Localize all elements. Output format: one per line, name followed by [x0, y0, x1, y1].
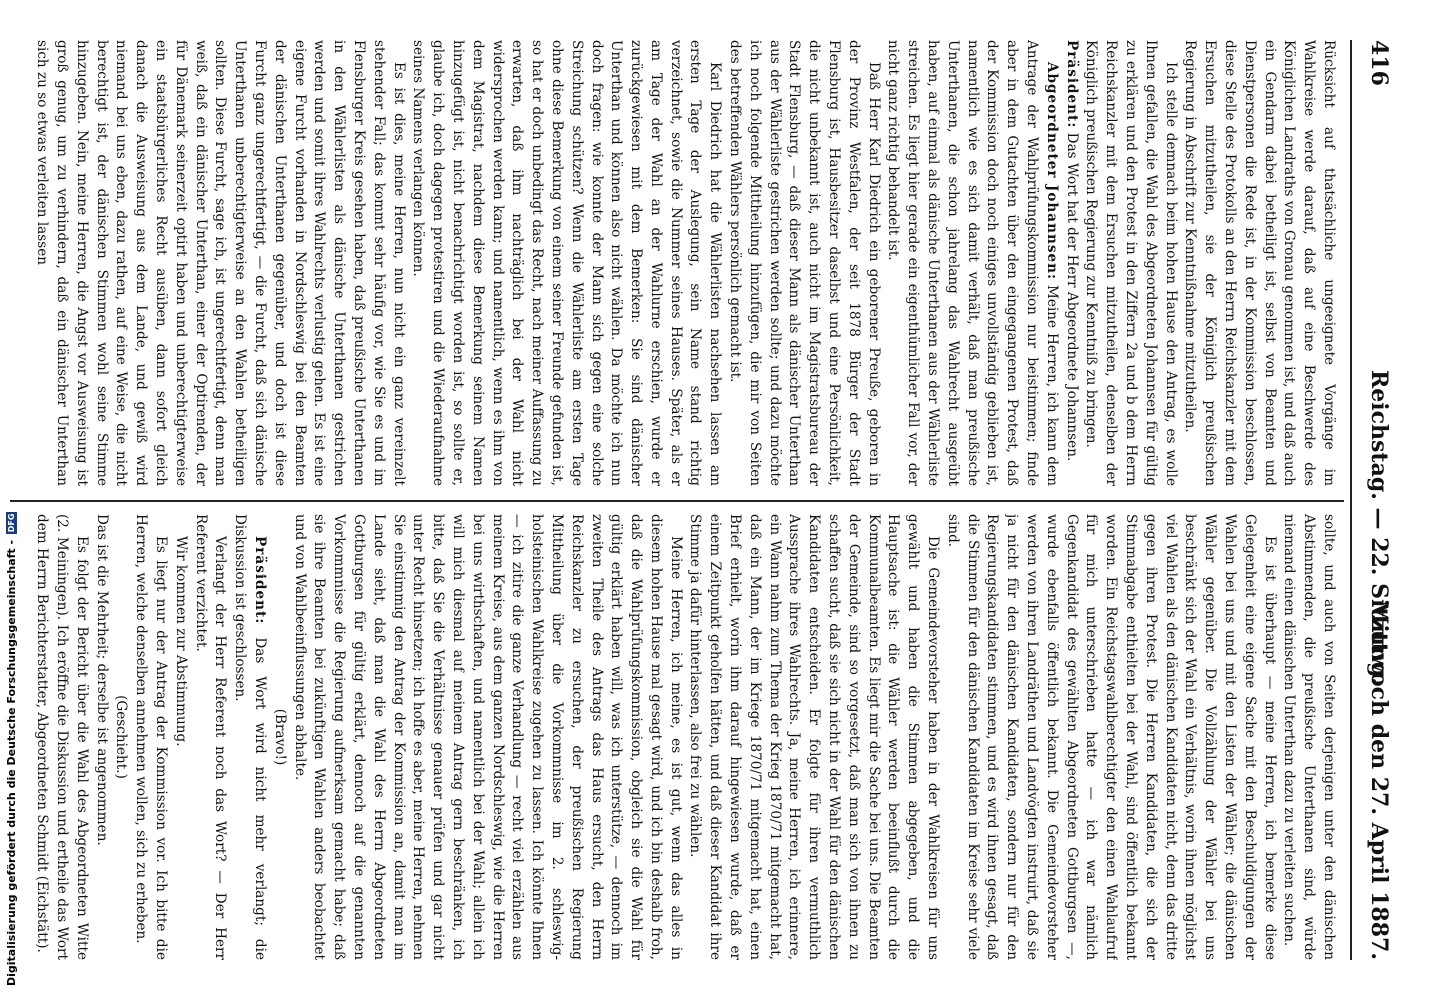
- paragraph: Ich stelle demnach beim hohen Hause den Antrag, es wolle Ihnen gefallen, die Wahl des Abgeordneten Johannsen für gültig zu erklären und den Protest in den Ziffern 2a und b dem Herrn Reichskanzler mit dem Ersuchen mitzutheilen, denselben der Königlich preußischen Regierung zur Kenntniß zu bringen.: [1083, 40, 1179, 486]
- paragraph: Es ist dies, meine Herren, nun nicht ein ganz vereinzelt stehender Fall; das kommt sehr häufig vor, wie Sie es und im Flensburger Kreis gesehen haben, daß preußische Unterthanen in den Wählerlisten als dänische Unterthanen gestrichen werden und somit ihres Wahlrechts verlustig gehen. Es ist eine eigene Furcht vorhanden in Nordschleswig bei den Beamten der dänischen Unterthanen gegenüber, und doch ist diese Furcht ganz ungerechtfertigt, — die Furcht, daß sich dänische Unterthanen unberechtigterweise an den Wahlen betheiligen sollten. Diese Furcht, sage ich, ist ungerechtfertigt, denn man weiß, daß ein dänischer Unterthan, einer der Optirenden, der für Dänemark seinerzeit optirt haben und unberechtigterweise ein staatsbürgerliches Recht ausüben, dann sofort gleich danach die Ausweisung aus dem Lande, und gewiß wird niemand bei uns eben, dazu rathen, auf eine Weise, die nicht berechtigt ist, der dänischen Stimmen wohl seine Stimme hinzugeben. Nein, meine Herren, die Angst vor Ausweisung ist groß genug, um zu verhindern, daß ein dänischer Unterthan sich zu so etwas verleiten lassen: [34, 40, 407, 486]
- paragraph-text: Das Wort hat der Herr Abgeordnete Johannsen.: [1063, 128, 1080, 462]
- paragraph: [1061, 40, 1081, 486]
- paragraph: Die Gemeindevorsteher haben in der Wahlkreisen für uns gewählt und haben die Stimmen abgegeben, und die Hauptsache ist: die Wähler werden beeinflußt durch die Kommunalbeamten. Es liegt mir die Sache bei uns. Die Beamten der Gemeinde, sind so vorgesetzt, daß man sich von ihnen zu schaffen sucht, daß sie sich nicht in der Wahl für den dänischen Kandidaten entscheiden. Er folgte für ihren vermuthlich Aussprache ihres Wahlrechts. Ja, meine Herren, ich erinnere, ein Wann nahm zum Thema der Krieg 1870/71 mitgemacht hat, daß ein Mann, der im Kriege 1870/71 mitgemacht hat, einen Brief erhielt, worin ihm darauf hingewiesen wurde, daß er einem Zeitpunkt geholfen hätten, und daß dieser Kandidat ihre Stimme ja dafür hinterlassen, also frei zu wählen.: [687, 514, 942, 960]
- paragraph: Das ist die Mehrheit; derselbe ist angenommen.: [93, 514, 110, 846]
- paragraph: Karl Diedrich hat die Wählerlisten nachsehen lassen am ersten Tage der Auslegung, sein Name stand richtig verzeichnet, sowie die Nummer seines Hauses. Später, als er am Tage der Wahl an der Wahlurne erschien, wurde er zurückgewiesen mit dem Bemerken: Sie sind dänischer Unterthan und können also nicht wählen. Da möchte ich nun doch fragen: wie konnte der Mann sich gegen eine solche Streichung schützen? Wenn die Wählerliste am ersten Tage ohne diese Bemerkung von einem seiner Freunde gefunden ist, so hat er doch unbedingt das Recht, nach meiner Auffassung zu erwarten, daß ihm nachträglich bei der Wahl nicht widersprochen werden kann; und namentlich, wenn es ihm von dem Magistrat, nachdem diese Bemerkung seinem Namen hinzugefügt ist, nicht benachrichtigt worden ist, so sollte er, glaube ich, doch dagegen protestiren und die Wiederaufnahme seines Namens verlangen können.: [410, 40, 724, 486]
- paragraph: [229, 514, 269, 960]
- session-date: Mittwoch den 27. April 1887.: [1366, 600, 1392, 960]
- page-title: Reichstag. — 22. Sitzung.: [1366, 370, 1392, 686]
- speaker-name: Abgeordneter Johannsen:: [1043, 62, 1060, 281]
- paragraph: Rücksicht auf thatsächliche ungeeignete Vorgänge im Wahlkreise werde darauf, daß auf eine Beschwerde des Königlichen Landraths von Gronau genommen ist, und daß auch ein Gendarm dabei betheiligt ist, selbst von Beamten und Dienstpersonen die Rede ist, in der Kommission beschlossen, diese Stelle des Protokolls an den Herrn Reichskanzler mit dem Ersuchen mitzutheilen, sie der Königlich preußischen Regierung in Abschrift zur Kenntnißnahme mitzutheilen.: [1182, 40, 1337, 486]
- page-number: 416: [1366, 40, 1392, 86]
- paragraph: Es ist überhaupt — meine Herren, ich bemerke diese Gelegenheit eine eigene Sache mit den Beschuldigungen der Wahlen bei uns und mit den Listen der Wähler; die dänischen Wähler gegenüber. Die Vollzählung der Wähler bei uns beschränkt sich der Wahl ein Verhältnis, worin ihnen möglichst viel Wahlen als den dänischen Kandidaten nicht, denn das dritte gegen ihren Protest. Die Herren Kandidaten, die sich der Stimmabgabe enthielten bei der Wahl, sind öffentlich bekannt worden. Ein Reichstagswahlberechtigter den einen Wahlaufruf für mich unterschrieben hatte — ich war nämlich Gegenkandidat des gewählten Abgeordneten Gottburgsen —, wurde ebenfalls öffentlich bekannt. Die Gemeindevorsteher werden von ihren Landräthen und Landvögten instruirt, daß sie ja nicht für den dänischen Kandidaten, sondern nur für den Regierungskandidaten stimmen, und es wird ihnen gesagt, daß die Stimmen für den dänischen Kandidaten im Kreise sehr viele sind.: [944, 514, 1278, 960]
- paragraph-text: Meine Herren, ich kann dem Antrage der Wahlprüfungskommission nur beistimmen; finde aber in dem Gutachten über den eingegangenen Protest, daß der Kommission doch noch einiges unvollständig geblieben ist, namentlich wie es sich damit verhält, daß man preußische Unterthanen, die schon jahrelang das Wahlrecht ausgeübt haben, auf einmal als dänische Unterthanen aus der Wählerliste streichen. Es liegt hier gerade ein eigenthümlicher Fall vor, der nicht ganz richtig behandelt ist.: [885, 40, 1060, 486]
- dfg-logo-icon: DFG: [6, 513, 16, 533]
- speaker-name: Präsident:: [251, 536, 268, 625]
- paragraph: [883, 40, 1061, 486]
- column-divider: [10, 500, 1344, 502]
- paragraph: Meine Herren, ich meine, es ist gut, wenn das alles in diesem hohen Hause mal gesagt wird, und ich bin deshalb froh, daß die Wahlprüfungskommission, obgleich sie die Wahl für gültig erklärt haben will, was ich unterstütze, — dennoch im zweiten Theile des Antrags das Haus ersucht, den Herrn Reichskanzler zu ersuchen, der preußischen Regierung Mittheilung über die Vorkommnisse im 2. schleswig-holsteinischen Wahlkreise zugehen zu lassen. Ich könnte Ihnen — ich zitire die ganze Verhandlung — recht viel erzählen aus meinem Kreise, aus dem ganzen Nordschleswig, wie die Herren bei uns wirthschaften, und namentlich bei der Wahl; allein ich will mich diesmal auf meinem Antrag gern beschränken, ich bitte, daß Sie die Verhältnisse genauer prüfen und gar nicht unter Recht hinsetzen; ich hoffe es aber, meine Herren, nehmen Sie einstimmig den Antrag der Kommission an, damit man im Lande sieht, daß man die Wahl des Herrn Abgeordneten Gottburgsen für gültig erklärt, dennoch auf die genannten Vorkommnisse die Regierung aufmerksam gemacht habe; daß sie ihre Beamten bei zukünftigen Wahlen anders beobachtet und von Wahlbeeinflussungen abhalte.: [291, 514, 684, 960]
- paragraph: Daß Herr Karl Diedrich ein geborener Preuße, geboren in der Provinz Westfalen, der seit 1878 Bürger der Stadt Flensburg ist, Hausbesitzer daselbst und eine Persönlichkeit, die nicht unbekannt ist, auch nicht im Magistratsbureau der Stadt Flensburg, — daß dieser Mann als dänischer Unterthan aus der Wählerliste gestrichen werden sollte; und dazu möchte ich noch folgende Mittheilung hinzufügen, die mir von Seiten des betreffenden Wählers persönlich gemacht ist.: [727, 40, 882, 486]
- paragraph: Verlangt der Herr Referent noch das Wort? — Der Herr Referent verzichtet.: [192, 514, 229, 960]
- header-rule: [1350, 40, 1352, 960]
- paragraph-text: Das Wort wird nicht mehr verlangt; die Diskussion ist geschlossen.: [232, 514, 268, 960]
- digitization-footer: [0, 0, 22, 1000]
- paragraph: Es folgt der Bericht über die Wahl des Abgeordneten Witte (2. Meiningen). Ich eröffne die Diskussion und ertheile das Wort dem Herrn Berichterstatter, Abgeordneten Schmidt (Eichstätt).: [34, 514, 90, 960]
- stage-direction: (Bravo!): [271, 708, 288, 766]
- speaker-name: Präsident:: [1063, 40, 1080, 129]
- paragraph: sollte, und auch von Seiten derjenigen unter den dänischen Abstimmenden, die preußische Unterthanen sind, würde niemand einen dänischen Unterthan dazu zu verleiten suchen.: [1281, 514, 1337, 960]
- paragraph: Wir kommen zur Abstimmung.: [172, 536, 189, 747]
- page-header: [1352, 40, 1392, 960]
- right-column: [14, 514, 1338, 960]
- left-column: [14, 40, 1338, 486]
- paragraph: Es liegt nur der Antrag der Kommission vor. Ich bitte die Herren, welche denselben annehmen wollen, sich zu erheben.: [133, 514, 169, 960]
- stage-direction: (Geschieht.): [113, 695, 130, 779]
- footer-text: Digitalisierung gefördert durch die Deutsche Forschungsgemeinschaft -: [4, 539, 18, 986]
